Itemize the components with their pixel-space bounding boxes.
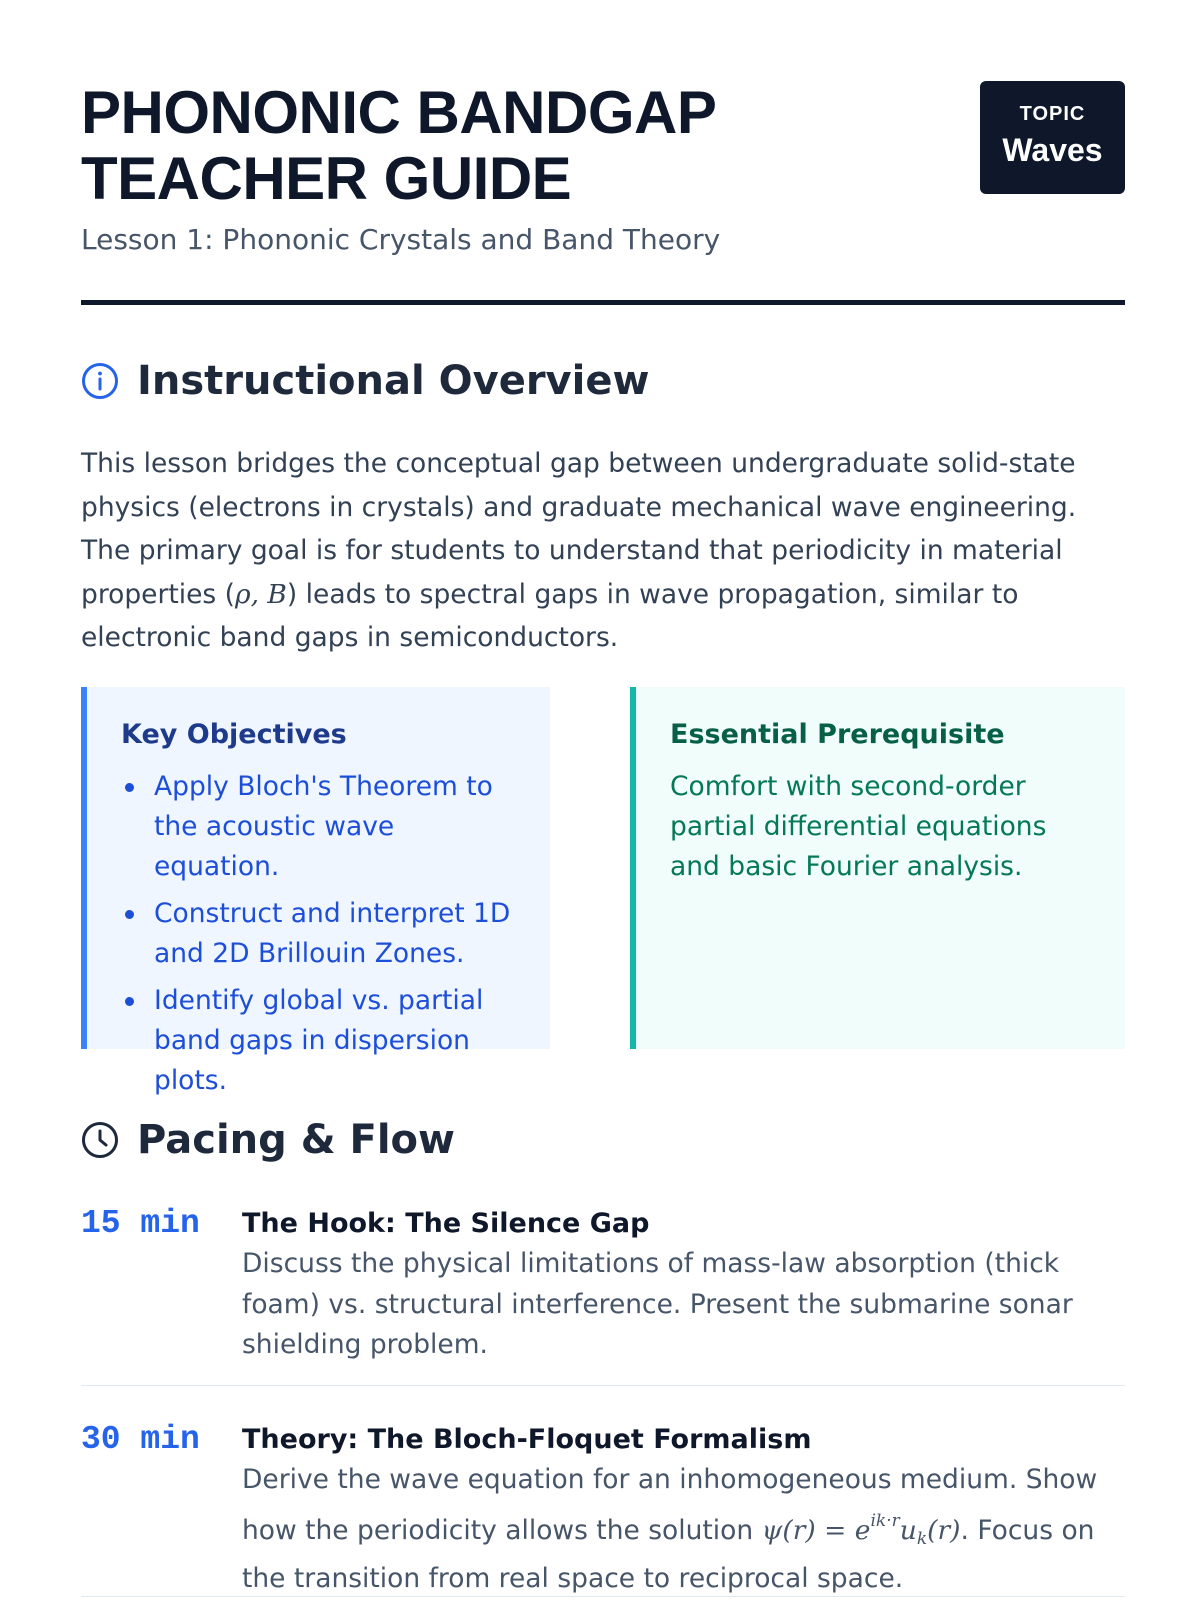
pacing-divider	[81, 1596, 1125, 1597]
prerequisite-heading: Essential Prerequisite	[670, 719, 1005, 750]
prerequisite-box	[630, 687, 1125, 1049]
pacing-divider	[81, 1385, 1125, 1386]
math-end: (r)	[927, 1514, 961, 1546]
pacing-body	[242, 1420, 1125, 1600]
pacing-heading-text: Pacing & Flow	[137, 1117, 455, 1163]
page-subtitle: Lesson 1: Phononic Crystals and Band Theory	[81, 223, 721, 256]
title-line-2: TEACHER GUIDE	[81, 145, 572, 212]
list-item: Identify global vs. partial band gaps in dispersion plots.	[121, 981, 518, 1101]
pacing-time: 15 min	[81, 1205, 200, 1242]
list-item: Construct and interpret 1D and 2D Brillouin Zones.	[121, 894, 518, 974]
theory-desc-before: Derive the wave equation for an inhomogeneous medium. Show how the periodicity allows the solution	[242, 1464, 1098, 1546]
header-divider	[81, 300, 1125, 305]
header	[81, 80, 1125, 305]
math-subscript: k	[916, 1528, 928, 1549]
title-line-1: PHONONIC BANDGAP	[81, 79, 717, 146]
overview-text-before: This lesson bridges the conceptual gap between undergraduate solid-state physics (electrons in crystals) and graduate mechanical wave engineering. The primary goal is for students to understand that periodicity in material properties (	[81, 448, 1077, 610]
topic-badge	[980, 81, 1125, 194]
clock-icon	[81, 1121, 119, 1159]
pacing-title: The Hook: The Silence Gap	[242, 1208, 650, 1239]
pacing-time: 30 min	[81, 1421, 200, 1458]
key-objectives-box	[81, 687, 550, 1096]
pacing-body	[242, 1204, 1125, 1366]
objectives-list	[121, 767, 518, 1101]
overview-math: ρ, B	[235, 578, 287, 610]
overview-text-after: ) leads to spectral gaps in wave propagation, similar to electronic band gaps in semiconductors.	[81, 578, 1019, 653]
pacing-heading	[81, 1117, 455, 1163]
pacing-title: Theory: The Bloch-Floquet Formalism	[242, 1424, 812, 1455]
key-objectives-heading: Key Objectives	[121, 719, 347, 750]
pacing-description: Discuss the physical limitations of mass-law absorption (thick foam) vs. structural interference. Present the submarine sonar shielding problem.	[242, 1248, 1073, 1360]
topic-label: TOPIC	[1019, 103, 1086, 125]
prerequisite-text: Comfort with second-order partial differential equations and basic Fourier analysis.	[670, 771, 1047, 882]
math-u: u	[899, 1514, 917, 1546]
info-circle-icon	[81, 362, 119, 400]
page-title	[81, 80, 881, 212]
pacing-description	[242, 1460, 1125, 1600]
overview-heading-text: Instructional Overview	[137, 358, 650, 404]
math-exponent: ik·r	[870, 1510, 900, 1531]
math-psi: ψ(r) = e	[761, 1514, 871, 1546]
bloch-solution-math	[761, 1510, 961, 1549]
overview-paragraph	[81, 442, 1125, 660]
overview-heading	[81, 358, 649, 404]
list-item: Apply Bloch's Theorem to the acoustic wave equation.	[121, 767, 518, 887]
topic-value: Waves	[1002, 132, 1103, 168]
theory-desc-after: . Focus on the transition from real space to reciprocal space.	[242, 1514, 1095, 1594]
